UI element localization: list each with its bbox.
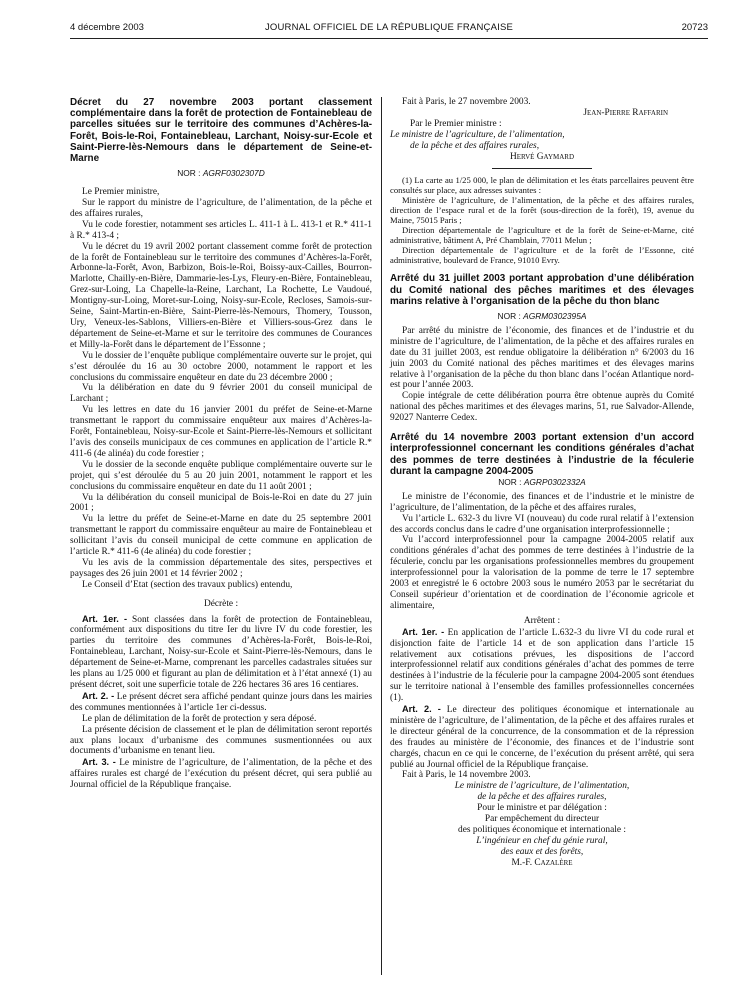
signatory-name: M.-F. Cazalère: [511, 857, 573, 868]
signature-line: des politiques économique et internationale :: [458, 825, 626, 836]
signature-place-date: Fait à Paris, le 27 novembre 2003.: [402, 97, 531, 107]
arrete-nor: [390, 311, 694, 322]
article-2: Art. 2. - Le directeur des politiques économique et internationale au ministère de l’agriculture, de l’alimentation, de la pêche et des affaires rurales et le directeur général de la concurrence, de la consommation et de la répression des fraudes au ministère de l’économie, des finances et de l’industrie sont chargés, chacun en ce qui le concerne, de l’exécution du présent arrêté, qui sera publié au Journal officiel de la République française.: [390, 704, 694, 770]
paragraph: Vu la délibération du conseil municipal de Bois-le-Roi en date du 27 juin 2001 ;: [70, 492, 372, 514]
article-label: Art. 3. -: [82, 757, 116, 768]
arrete-title: Arrêté du 14 novembre 2003 portant extension d’un accord interprofessionnel concernant les conditions générales d’achat des pommes de terre destinées à l’industrie de la féculerie durant la campagne 2004-2005: [390, 432, 694, 477]
signature-line: Le ministre de l’agriculture, de l’alimentation,: [390, 129, 565, 140]
article-1: Art. 1er. - Sont classées dans la forêt de protection de Fontainebleau, conformément aux dispositions du titre Ier du livre IV du code forestier, les parties du territoire des communes d’Achères-la-Forêt, Bois-le-Roi, Fontainebleau, Larchant, Noisy-sur-Ecole et Saint-Pierre-lès-Nemours, dans le département de Seine-et-Marne, comprenant les parcelles cadastrales situées sur les plans au 1/25 000 et figurant au plan de délimitation et à l’état annexé (1) au présent décret, soit une superficie totale de 226 hectares 36 ares 16 centiares.: [70, 613, 372, 690]
signature-line: Par empêchement du directeur: [484, 814, 600, 825]
header-date: 4 décembre 2003: [70, 22, 144, 33]
signature-line: de la pêche et des affaires rurales,: [410, 140, 540, 151]
paragraph: Vu le dossier de l’enquête publique complémentaire ouverte sur le projet, qui s’est déroulée du 16 au 30 octobre 2000, notamment le rapport et les conclusions du commissaire enquêteur en date du 23 décembre 2000 ;: [70, 350, 372, 383]
paragraph: Le ministre de l’économie, des finances et de l’industrie et le ministre de l’agriculture, de l’alimentation, de la pêche et des affaires rurales,: [390, 491, 694, 513]
header-page-number: 20723: [681, 22, 708, 33]
footnote: Direction départementale de l’agriculture et de la forêt de Seine-et-Marne, cité administrative, bâtiment A, Pré Chamblain, 77011 Melun ;: [390, 225, 694, 246]
paragraph: Vu l’accord interprofessionnel pour la campagne 2004-2005 relatif aux conditions générales d’achat des pommes de terre destinées à l’industrie de la féculerie, conclu par les organisations professionnelles membres du groupement interprofessionnel pour la valorisation de la pomme de terre le 17 septembre 2003 et enregistré le 6 octobre 2003 sous le numéro 2053 par le secrétariat du Conseil supérieur d’orientation et de coordination de l’économie agricole et alimentaire,: [390, 535, 694, 611]
decree-nor: [70, 168, 372, 179]
paragraph: Vu les lettres en date du 16 janvier 2001 du préfet de Seine-et-Marne transmettant le rapport du commissaire enquêteur aux maires d’Achères-la-Forêt, Fontainebleau, Noisy-sur-Ecole et Saint-Pierre-lès-Nemours et sollicitant l’avis des conseils municipaux de ces communes en application de l’article R.* 411-6 (4e alinéa) du code forestier ;: [70, 405, 372, 459]
footnote-rule: [492, 168, 592, 169]
signature-line: Par le Premier ministre :: [410, 118, 502, 129]
signature-line: de la pêche et des affaires rurales,: [477, 792, 607, 803]
article-label: Art. 2. -: [402, 704, 441, 715]
paragraph: Vu l’article L. 632-3 du livre VI (nouveau) du code rural relatif à l’extension des accords conclus dans le cadre d’une organisation interprofessionnelle ;: [390, 513, 694, 535]
decree-title: Décret du 27 novembre 2003 portant classement complémentaire dans la forêt de protection de Fontainebleau de parcelles situées sur le territoire des communes d’Achères-la-Forêt, Bois-le-Roi, Fontainebleau, Larchant, Noisy-sur-Ecole et Saint-Pierre-lès-Nemours dans le département de Seine-et-Marne: [70, 97, 372, 165]
paragraph: Vu les avis de la commission départementale des sites, perspectives et paysages des 26 juin 2001 et 14 février 2002 ;: [70, 557, 372, 579]
article-label: Art. 2. -: [82, 690, 115, 701]
paragraph: Vu le dossier de la seconde enquête publique complémentaire ouverte sur le projet, qui s’est déroulée du 5 au 20 juin 2001, notamment le rapport et les conclusions du commissaire enquêteur en date du 11 août 2001 ;: [70, 459, 372, 492]
signatory-name: Jean-Pierre Raffarin: [583, 107, 668, 118]
header-rule: [70, 38, 708, 39]
paragraph: Vu la délibération en date du 9 février 2001 du conseil municipal de Larchant ;: [70, 383, 372, 405]
paragraph: La présente décision de classement et le plan de délimitation seront reportés aux plans locaux d’urbanisme des communes susmentionnées ou aux documents d’urbanisme en tenant lieu.: [70, 724, 372, 757]
signature-line: Pour le ministre et par délégation :: [477, 803, 607, 814]
paragraph: Le Conseil d’Etat (section des travaux publics) entendu,: [82, 579, 293, 590]
paragraph: Vu le décret du 19 avril 2002 portant classement comme forêt de protection de la forêt de Fontainebleau sur le territoire des communes d’Achères-la-Forêt, Arbonne-la-Forêt, Avon, Barbizon, Bois-le-Roi, Boissy-aux-Cailles, Bourron-Marlotte, Chailly-en-Bière, Dammarie-les-Lys, Fleury-en-Bière, Fontainebleau, Grez-sur-Loing, La Chapelle-la-Reine, Larchant, La Rochette, Le Vaudoué, Montigny-sur-Loing, Moret-sur-Loing, Noisy-sur-Ecole, Recloses, Samois-sur-Seine, Saint-Martin-en-Bière, Saint-Pierre-lès-Nemours, Thomery, Tousson, Ury, Veneux-les-Sablons, Villiers-en-Bière et Villiers-sous-Grez dans le département de Seine-et-Marne et sur le territoire des communes de Courances et Milly-la-Forêt dans le département de l’Essonne ;: [70, 241, 372, 350]
nor-code: AGRM0302395A: [523, 311, 587, 322]
article-2: Art. 2. - Le présent décret sera affiché pendant quinze jours dans les mairies des communes mentionnées à l’article 1er ci-dessus.: [70, 690, 372, 713]
right-column: [390, 97, 694, 869]
signature-line: des eaux et des forêts,: [500, 846, 584, 857]
page-header: [70, 22, 708, 36]
arretent-heading: Arrêtent :: [523, 615, 561, 626]
footnote: Direction départementale de l’agriculture et de la forêt de l’Essonne, cité administrative, boulevard de France, 91010 Evry.: [390, 245, 694, 266]
paragraph: Par arrêté du ministre de l’économie, des finances et de l’industrie et du ministre de l’agriculture, de l’alimentation, de la pêche et des affaires rurales en date du 31 juillet 2003, est rendue obligatoire la délibération n° 6/2003 du 16 juin 2003 du Comité national des pêches maritimes et des élevages marins relative à l’organisation de la pêche du thon blanc dans l’océan Atlantique nord-est pour l’année 2003.: [390, 325, 694, 391]
article-1: Art. 1er. - En application de l’article L.632-3 du livre VI du code rural et disjonction faite de l’article 14 et de son application dans l’article 15 relativement aux cotisations prévues, les dispositions de l’accord interprofessionnel relatif aux conditions générales d’achat des pommes de terre destinées à l’industrie de la féculerie pour la campagne 2004-2005 sont étendues sur le territoire national à l’ensemble des familles professionnelles concernées (1).: [390, 626, 694, 704]
article-label: Art. 1er. -: [82, 613, 128, 624]
left-column: [70, 97, 372, 791]
signature-place-date: Fait à Paris, le 14 novembre 2003.: [402, 770, 531, 781]
footnote: Ministère de l’agriculture, de l’alimentation, de la pêche et des affaires rurales, direction de l’espace rural et de la forêt (sous-direction de la forêt), 19, avenue du Maine, 75015 Paris ;: [390, 195, 694, 226]
arrete-nor: [390, 477, 694, 488]
paragraph: Vu le code forestier, notamment ses articles L. 411-1 à L. 413-1 et R.* 411-1 à R.* 413-4 ;: [70, 219, 372, 241]
arrete-title: Arrêté du 31 juillet 2003 portant approbation d’une délibération du Comité national des pêches maritimes et des élevages marins relative à l’organisation de la pêche du thon blanc: [390, 273, 694, 307]
article-3: Art. 3. - Le ministre de l’agriculture, de l’alimentation, de la pêche et des affaires rurales est chargé de l’exécution du présent décret, qui sera publié au Journal officiel de la République française.: [70, 757, 372, 791]
signatory-name: Hervé Gaymard: [509, 151, 575, 162]
paragraph: Sur le rapport du ministre de l’agriculture, de l’alimentation, de la pêche et des affaires rurales,: [70, 198, 372, 219]
paragraph: Le Premier ministre,: [82, 187, 160, 198]
paragraph: Vu la lettre du préfet de Seine-et-Marne en date du 25 septembre 2001 transmettant le rapport du commissaire enquêteur au maire de Fontainebleau et sollicitant l’avis du conseil municipal de cette commune en application de l’article R.* 411-6 (4e alinéa) du code forestier ;: [70, 514, 372, 558]
footnote: (1) La carte au 1/25 000, le plan de délimitation et les états parcellaires peuvent être consultés sur place, aux adresses suivantes :: [390, 175, 694, 196]
article-label: Art. 1er. -: [402, 626, 445, 637]
signature-line: Le ministre de l’agriculture, de l’alimentation,: [454, 781, 630, 792]
nor-code: AGRP0302332A: [523, 476, 586, 487]
nor-label: NOR :: [498, 476, 524, 487]
paragraph: Le plan de délimitation de la forêt de protection y sera déposé.: [82, 713, 317, 724]
nor-label: NOR :: [177, 168, 203, 179]
nor-code: AGRF0302307D: [202, 168, 265, 179]
decrete-heading: Décrète :: [203, 598, 239, 609]
column-divider: [381, 97, 382, 975]
nor-label: NOR :: [497, 311, 524, 322]
paragraph: Copie intégrale de cette délibération pourra être obtenue auprès du Comité national des pêches maritimes et des élevages marins, 51, rue Salvador-Allende, 92027 Nanterre Cedex.: [390, 391, 694, 424]
signature-line: L’ingénieur en chef du génie rural,: [476, 835, 608, 846]
header-journal-title: JOURNAL OFFICIEL DE LA RÉPUBLIQUE FRANÇAISE: [264, 22, 514, 33]
